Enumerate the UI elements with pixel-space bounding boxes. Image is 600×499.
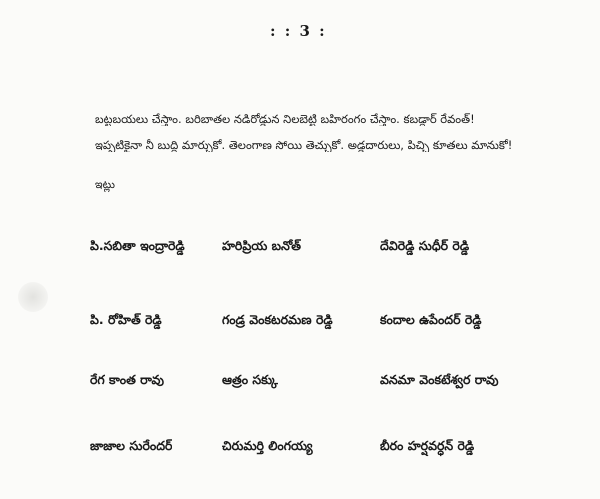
paragraph-line-2: ఇప్పటికైనా నీ బుద్ధి మార్చుకో. తెలంగాణ సోయి తెచ్చుకో. అడ్డదారులు, పిచ్చి కూతలు మానుకో!	[95, 138, 513, 152]
signatory-name: దేవిరెడ్డి సుధీర్ రెడ్డి	[380, 238, 470, 253]
signatory-name: గండ్ర వెంకటరమణ రెడ్డి	[222, 312, 333, 327]
signatory-name: పి. రోహిత్ రెడ్డి	[90, 312, 162, 327]
signatory-name: వనమా వెంకటేశ్వర రావు	[380, 372, 499, 387]
signatory-row	[0, 372, 600, 392]
scan-smudge	[18, 282, 48, 312]
signatory-name: పి.సబితా ఇంద్రారెడ్డి	[90, 238, 185, 253]
signatory-row	[0, 312, 600, 332]
salutation: ఇట్లు	[95, 178, 115, 191]
signatory-name: బీరం హర్షవర్ధన్ రెడ్డి	[380, 438, 475, 453]
signatory-name: రేగ కాంత రావు	[90, 372, 164, 387]
signatory-row	[0, 238, 600, 258]
page-number: : : 3 :	[270, 22, 327, 40]
paragraph-line-1: బట్టబయలు చేస్తాం. బరిబాతల నడిరోడ్డున నిలబెట్టి బహిరంగం చేస్తాం. కబడ్దార్ రేవంత్!	[95, 112, 475, 126]
signatory-name: హరిప్రియ బనోత్	[222, 238, 302, 253]
signatory-name: చిరుమర్తి లింగయ్య	[222, 438, 313, 453]
signatory-name: జాజాల సురేందర్	[90, 438, 173, 453]
signatory-name: ఆత్రం సక్కు	[222, 372, 278, 387]
signatory-name: కందాల ఉపేందర్ రెడ్డి	[380, 312, 482, 327]
signatory-row	[0, 438, 600, 458]
